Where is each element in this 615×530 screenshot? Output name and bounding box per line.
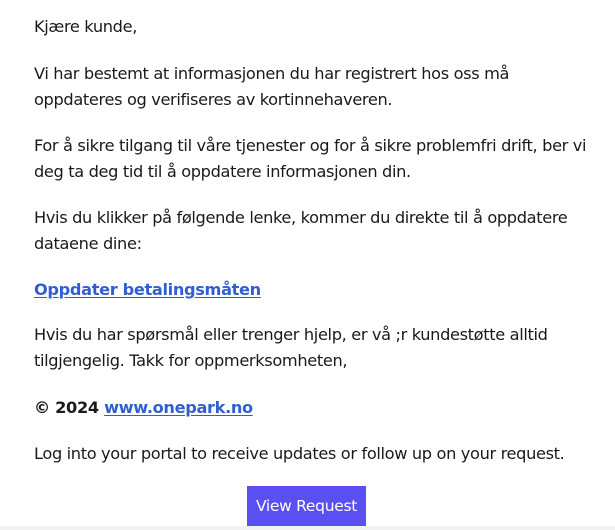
bottom-divider [0,526,615,530]
update-payment-link[interactable]: Oppdater betalingsmåten [34,280,261,299]
greeting: Kjære kunde, [34,17,137,36]
help-paragraph: Hvis du har spørsmål eller trenger hjelp, er vå ;r kundestøtte alltid tilgjengelig. Takk for oppmerksomheten, [34,325,548,370]
website-link[interactable]: www.onepark.no [104,398,253,417]
intro-paragraph: Vi har bestemt at informasjonen du har registrert hos oss må oppdateres og verifiseres av kortinnehaveren. [34,64,510,109]
click-instruction-paragraph: Hvis du klikker på følgende lenke, kommer du direkte til å oppdatere dataene dine: [34,208,568,253]
cta-container [0,486,615,526]
copyright-line [34,395,594,421]
copyright-text: © 2024 [34,398,99,417]
access-paragraph: For å sikre tilgang til våre tjenester og for å sikre problemfri drift, ber vi deg ta deg tid til å oppdatere informasjonen din. [34,136,587,181]
portal-paragraph: Log into your portal to receive updates or follow up on your request. [34,444,565,463]
update-link-paragraph [34,277,594,303]
view-request-button[interactable]: View Request [247,486,366,526]
